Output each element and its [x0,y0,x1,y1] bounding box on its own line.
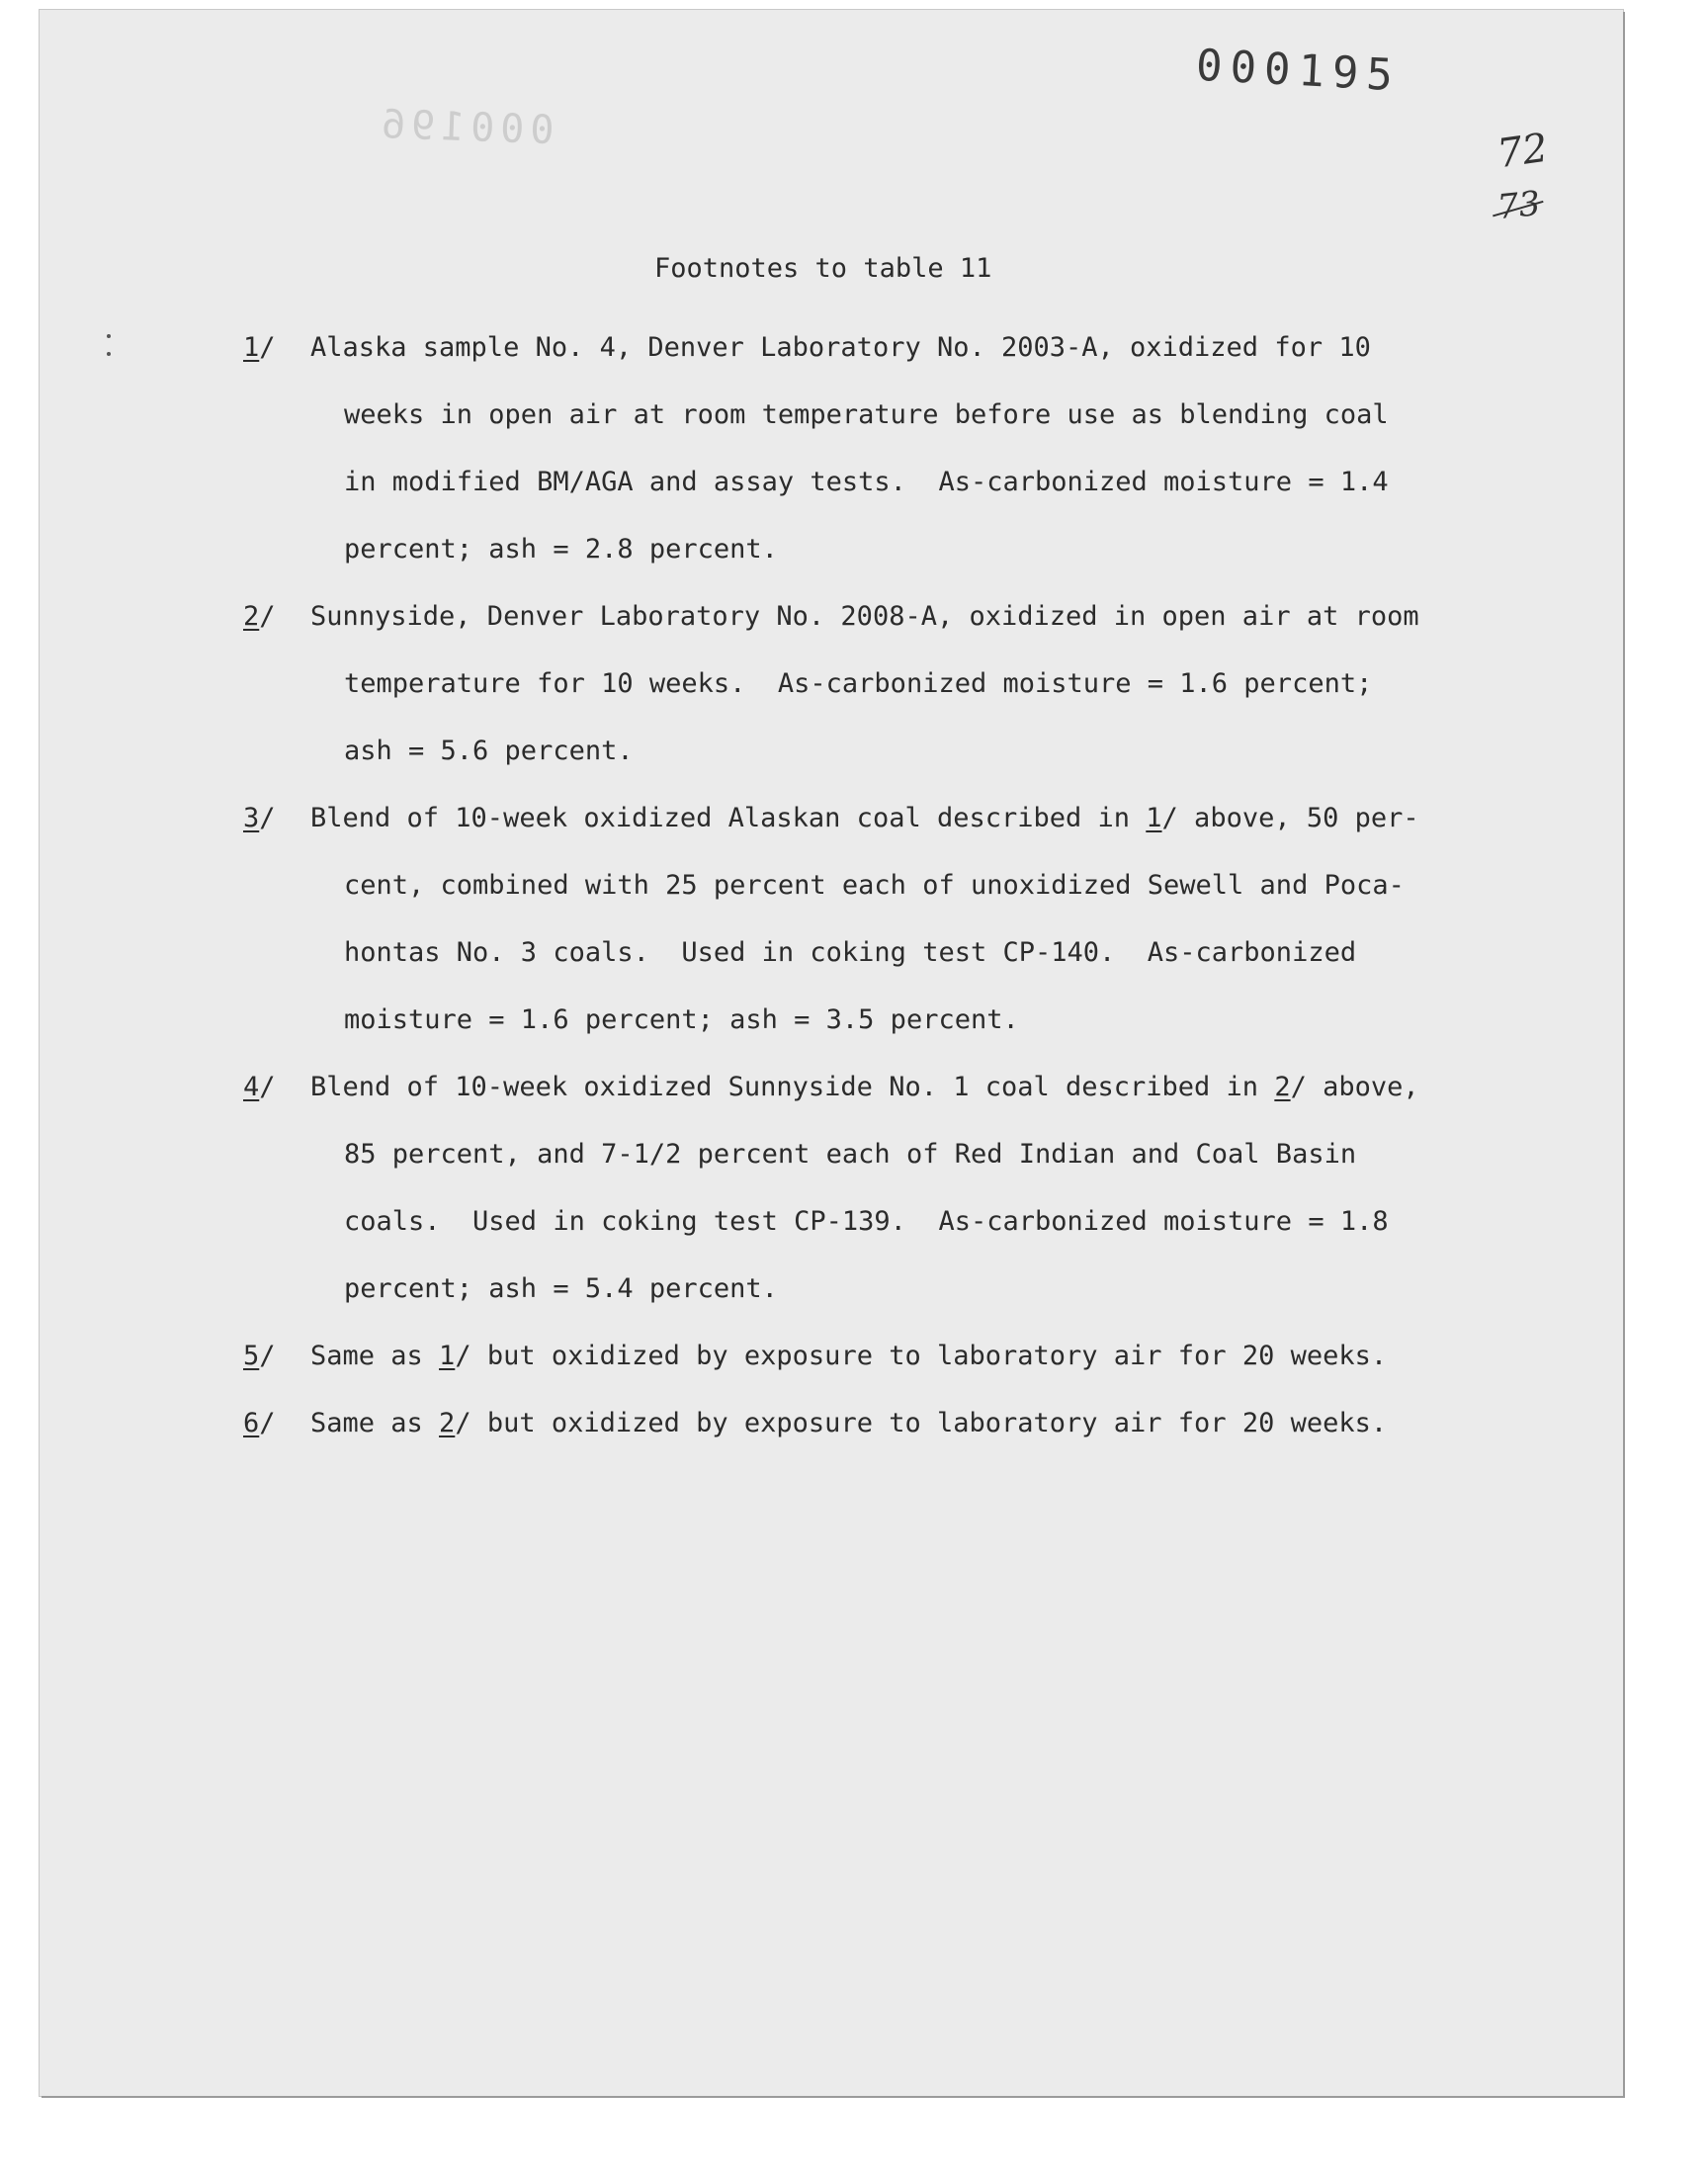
footnote-line: Same as 1/ but oxidized by exposure to laboratory air for 20 weeks. [310,1341,1388,1371]
footnote-line: Blend of 10-week oxidized Sunnyside No. 1 coal described in 2/ above, [310,1072,1419,1102]
margin-dot [107,352,111,356]
page-title: Footnotes to table 11 [654,253,992,284]
handwritten-page-number: 72 [1494,125,1551,178]
footnote-number: 3/ [243,803,276,833]
footnote-line: Sunnyside, Denver Laboratory No. 2008-A, oxidized in open air at room [310,601,1419,632]
footnote-number: 2/ [243,601,276,632]
footnote-line: temperature for 10 weeks. As-carbonized moisture = 1.6 percent; [344,668,1373,699]
footnote-line: weeks in open air at room temperature before use as blending coal [344,399,1389,430]
footnote-reference: 2 [1274,1072,1291,1102]
footnote-line: Alaska sample No. 4, Denver Laboratory No. 2003-A, oxidized for 10 [310,332,1371,363]
footnote-line: cent, combined with 25 percent each of unoxidized Sewell and Poca- [344,870,1405,901]
footnote-1 [243,314,1459,583]
margin-marks [107,334,111,370]
footnote-reference: 2 [439,1408,456,1438]
footnote-5 [243,1323,1459,1390]
page-number-stamp: 000195 [1194,40,1403,102]
footnote-line: moisture = 1.6 percent; ash = 3.5 percent. [344,1004,1019,1035]
footnote-3 [243,785,1459,1054]
footnote-number: 4/ [243,1072,276,1102]
footnote-line: coals. Used in coking test CP-139. As-carbonized moisture = 1.8 [344,1206,1389,1237]
footnote-2 [243,583,1459,785]
footnote-reference: 1 [1146,803,1162,833]
footnotes-list [243,314,1459,1457]
footnote-number: 1/ [243,332,276,363]
footnote-6 [243,1390,1459,1457]
footnote-line: percent; ash = 5.4 percent. [344,1273,778,1304]
footnote-line: hontas No. 3 coals. Used in coking test CP-140. As-carbonized [344,937,1357,968]
footnote-line: 85 percent, and 7-1/2 percent each of Red Indian and Coal Basin [344,1139,1357,1170]
footnote-line: ash = 5.6 percent. [344,736,634,766]
footnote-line: Blend of 10-week oxidized Alaskan coal described in 1/ above, 50 per- [310,803,1419,833]
footnote-line: in modified BM/AGA and assay tests. As-carbonized moisture = 1.4 [344,467,1389,497]
struck-handwritten-page-number: 73 [1495,183,1543,228]
footnote-line: percent; ash = 2.8 percent. [344,534,778,565]
margin-dot [107,334,111,338]
footnote-line: Same as 2/ but oxidized by exposure to laboratory air for 20 weeks. [310,1408,1388,1438]
bleed-through-page-number: 000196 [375,101,555,154]
footnote-number: 5/ [243,1341,276,1371]
footnote-reference: 1 [439,1341,456,1371]
footnote-4 [243,1054,1459,1323]
footnote-number: 6/ [243,1408,276,1438]
